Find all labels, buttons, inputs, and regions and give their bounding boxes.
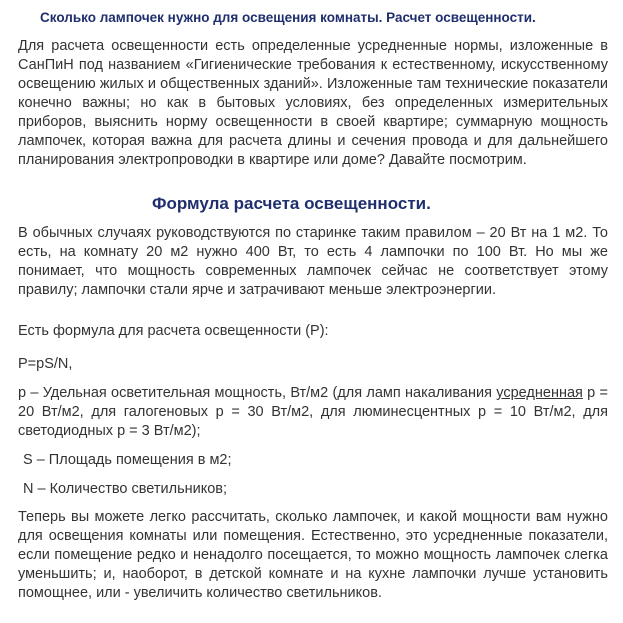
n-definition: N – Количество светильников; [23,481,228,497]
p-definition-start: p – Удельная осветительная мощность, Вт/м2 (для ламп накаливания [18,385,492,401]
formula: P=pS/N, [18,356,73,372]
p-definition [18,384,608,441]
article-title: Сколько лампочек нужно для освещения комнаты. Расчет освещенности. [40,10,536,25]
formula-heading: Формула расчета освещенности. [152,194,431,213]
s-definition: S – Площадь помещения в м2; [23,452,232,468]
p-definition-rest: р = 20 Вт/м2, для галогеновых р = 30 Вт/м2, для люминесцентных р = 10 Вт/м2, для светодиодных р = 3 Вт/м2); [18,385,609,439]
usual-rule-paragraph: В обычных случаях руководствуются по старинке таким правилом – 20 Вт на 1 м2. То есть, на комнату 20 м2 нужно 400 Вт, то есть 4 лампочки по 100 Вт. Но мы же понимает, что мощность современных лампочек сейчас не соответствует этому правилу; лампочки стали ярче и затрачивают меньше электроэнергии. [18,225,608,298]
p-definition-underlined: усредненная [496,385,583,401]
intro-paragraph: Для расчета освещенности есть определенные усредненные нормы, изложенные в СанПиН под названием «Гигиенические требования к естественному, искусственному освещению жилых и общественных зданий». Изложенные там технические показатели конечно важны; но как в бытовых условиях, без определенных измерительных приборов, выяснить норму освещенности в своей квартире; суммарную мощность лампочек, которая важна для расчета длины и сечения провода и для дальнейшего планирования электропроводки в квартире или доме? Давайте посмотрим. [18,38,608,168]
conclusion-paragraph: Теперь вы можете легко рассчитать, сколько лампочек, и какой мощности вам нужно для освещения комнаты или помещения. Естественно, это усредненные показатели, если помещение редко и ненадолго посещается, то можно мощность лампочек слегка уменьшить; и, наоборот, в детской комнате и на кухне лампочки лучше установить помощнее, или - увеличить количество светильников. [18,509,608,601]
formula-intro: Есть формула для расчета освещенности (Р): [18,323,329,339]
